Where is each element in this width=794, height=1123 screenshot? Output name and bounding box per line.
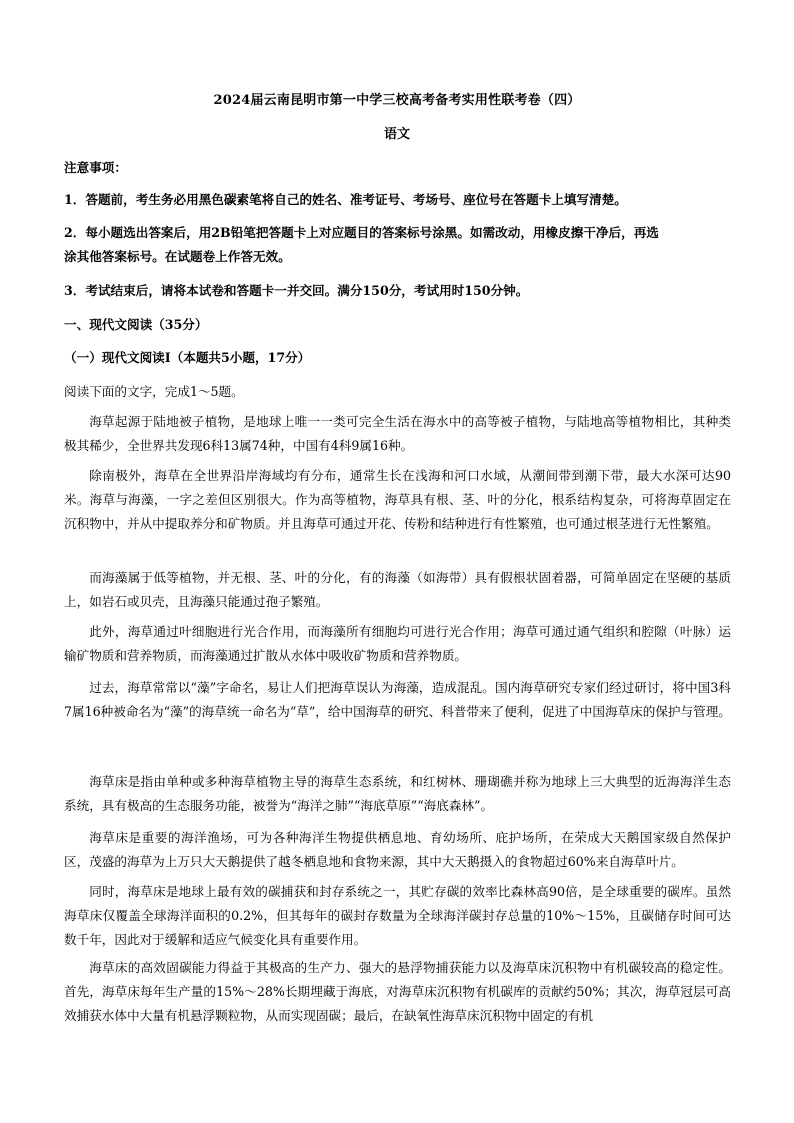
- notes-item-1: 1．答题前，考生务必用黑色碳素笔将自己的姓名、准考证号、考场号、座位号在答题卡上填写清楚。: [64, 192, 627, 207]
- paragraph-4: 此外，海草通过叶细胞进行光合作用，而海藻所有细胞均可进行光合作用；海草可通过通气组织和腔隙（叶脉）运输矿物质和营养物质，而海藻通过扩散从水体中吸收矿物质和营养物质。: [64, 624, 731, 663]
- paragraph-9: 海草床的高效固碳能力得益于其极高的生产力、强大的悬浮物捕获能力以及海草床沉积物中有机碳较高的稳定性。首先，海草床每年生产量的15%～28%长期埋藏于海底，对海草床沉积物有机碳库的贡献约50%；其次，海草冠层可高效捕获水体中大量有机悬浮颗粒物，从而实现固碳；最后，在缺氧性海草床沉积物中固定的有机: [64, 960, 731, 1023]
- section-subheading: （一）现代文阅读Ⅰ（本题共5小题，17分）: [64, 350, 311, 365]
- paragraph-5: 过去，海草常常以“藻”字命名，易让人们把海草误认为海藻，造成混乱。国内海草研究专家们经过研讨，将中国3科7属16种被命名为“藻”的海草统一命名为“草”，给中国海草的研究、科普带来了便利，促进了中国海草床的保护与管理。: [64, 680, 731, 719]
- exam-title: 2024届云南昆明市第一中学三校高考备考实用性联考卷（四）: [213, 93, 581, 108]
- paragraph-6: 海草床是指由单种或多种海草植物主导的海草生态系统，和红树林、珊瑚礁并称为地球上三大典型的近海海洋生态系统，具有极高的生态服务功能，被誉为“海洋之肺”“海底草原”“海底森林”。: [64, 774, 731, 813]
- paragraph-8: 同时，海草床是地球上最有效的碳捕获和封存系统之一，其贮存碳的效率比森林高90倍，是全球重要的碳库。虽然海草床仅覆盖全球海洋面积的0.2%，但其每年的碳封存数量为全球海洋碳封存总量的10%～15%，且碳储存时间可达数千年，因此对于缓解和适应气候变化具有重要作用。: [64, 884, 731, 947]
- reading-instruction: 阅读下面的文字，完成1～5题。: [64, 384, 244, 399]
- subject-title: 语文: [383, 127, 410, 142]
- paragraph-1: 海草起源于陆地被子植物，是地球上唯一一类可完全生活在海水中的高等被子植物，与陆地高等植物相比，其种类极其稀少，全世界共发现6科13属74种，中国有4科9属16种。: [64, 414, 731, 453]
- notes-heading: 注意事项：: [64, 160, 127, 175]
- paragraph-3: 而海藻属于低等植物，并无根、茎、叶的分化，有的海藻（如海带）具有假根状固着器，可简单固定在坚硬的基质上，如岩石或贝壳，且海藻只能通过孢子繁殖。: [64, 570, 731, 609]
- section-heading: 一、现代文阅读（35分）: [64, 317, 208, 332]
- paragraph-7: 海草床是重要的海洋渔场，可为各种海洋生物提供栖息地、育幼场所、庇护场所，在荣成大天鹅国家级自然保护区，茂盛的海草为上万只大天鹅提供了越冬栖息地和食物来源，其中大天鹅摄入的食物超过60%来自海草叶片。: [64, 830, 731, 869]
- notes-item-2-line-1: 2．每小题选出答案后，用2B铅笔把答题卡上对应题目的答案标号涂黑。如需改动，用橡皮擦干净后，再选: [64, 225, 659, 240]
- paragraph-2: 除南极外，海草在全世界沿岸海域均有分布，通常生长在浅海和河口水域，从潮间带到潮下带，最大水深可达90米。海草与海藻，一字之差但区别很大。作为高等植物，海草具有根、茎、叶的分化，根系结构复杂，可将海草固定在沉积物中，并从中提取养分和矿物质。并且海草可通过开花、传粉和结种进行有性繁殖，也可通过根茎进行无性繁殖。: [64, 468, 731, 531]
- notes-item-2-line-2: 涂其他答案标号。在试题卷上作答无效。: [64, 249, 291, 264]
- notes-item-3: 3．考试结束后，请将本试卷和答题卡一并交回。满分150分，考试用时150分钟。: [64, 283, 529, 298]
